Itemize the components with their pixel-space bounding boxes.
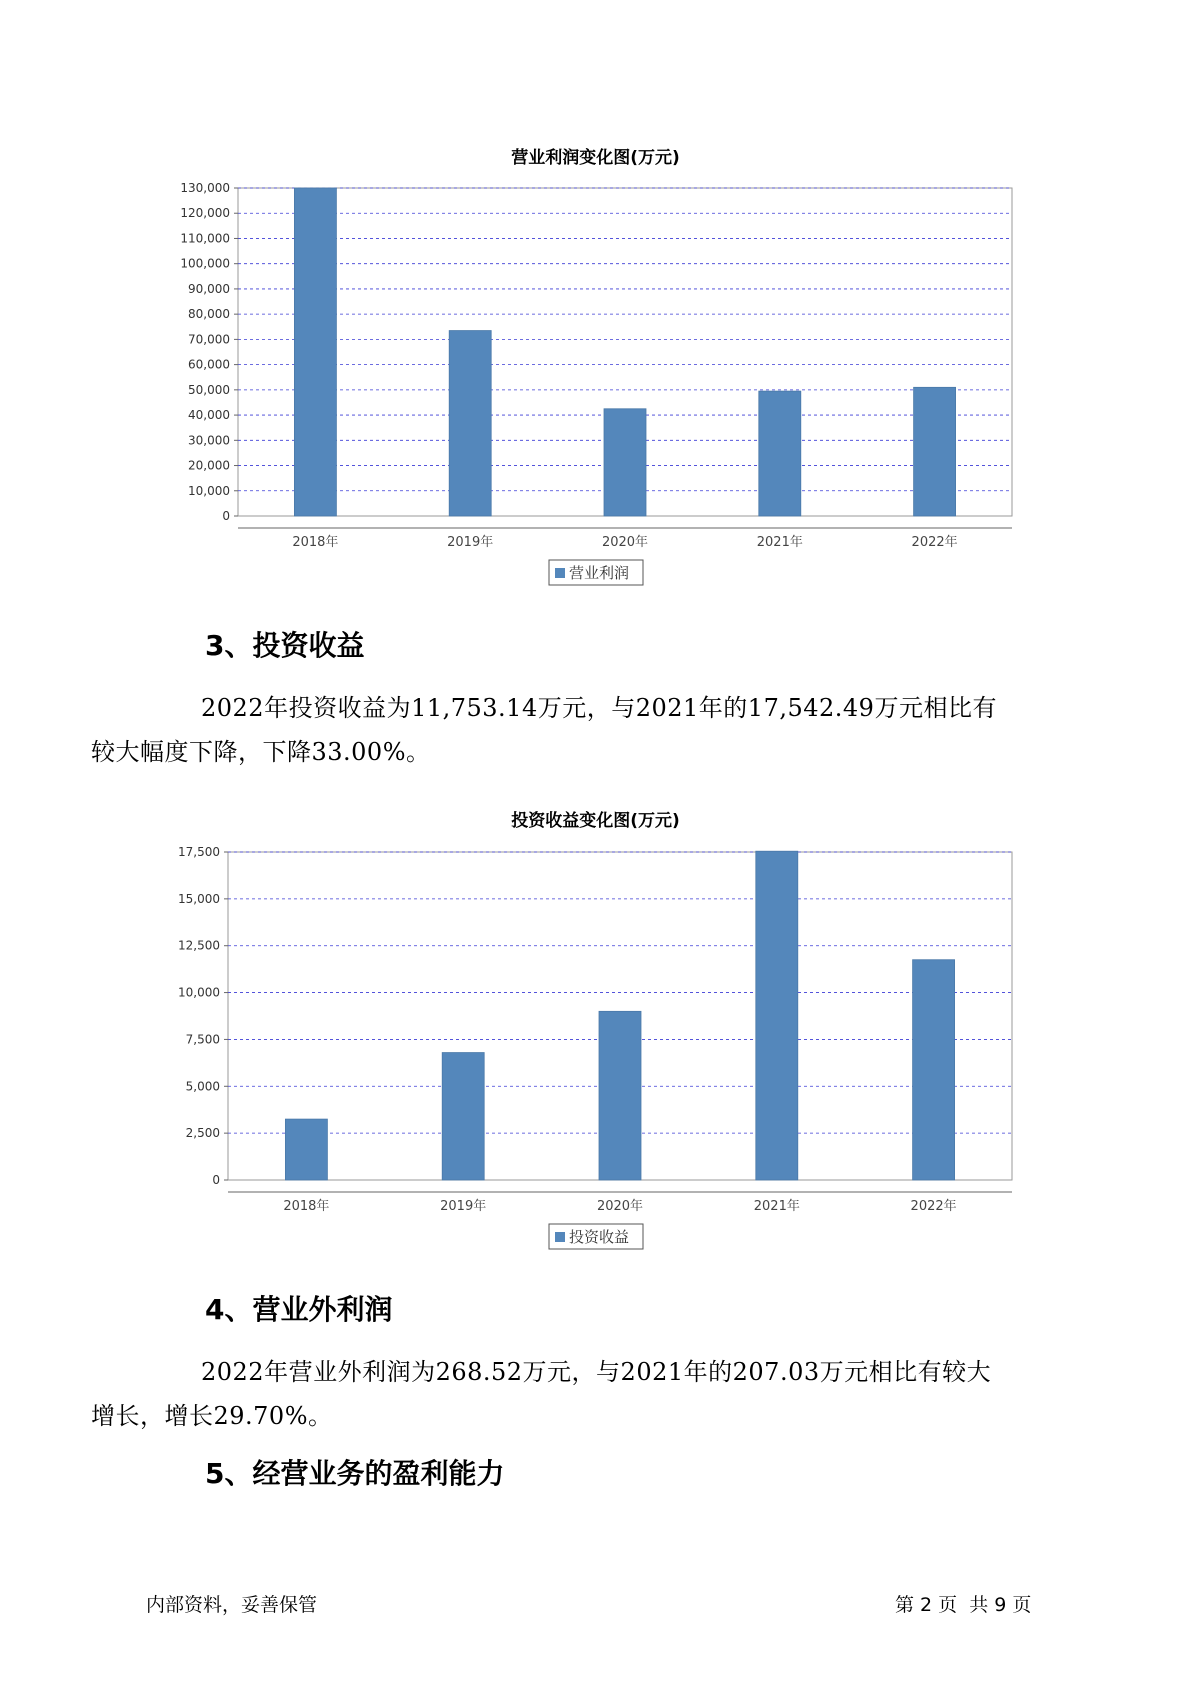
chart1-xtick-label: 2018年 xyxy=(292,535,339,550)
chart2-bar xyxy=(599,1011,641,1180)
chart1-legend-label: 营业利润 xyxy=(569,564,630,582)
section-5-heading: 5、经营业务的盈利能力 xyxy=(205,1457,505,1490)
chart1-ytick-label: 120,000 xyxy=(180,206,230,221)
chart2-legend-swatch xyxy=(555,1232,565,1242)
chart2-ytick-label: 5,000 xyxy=(185,1079,220,1094)
chart1-xtick-label: 2022年 xyxy=(911,535,958,550)
chart1-ytick-label: 100,000 xyxy=(180,256,230,271)
chart2-ytick-label: 2,500 xyxy=(185,1126,220,1141)
section-4-paragraph xyxy=(91,1350,1046,1438)
chart2-xtick-label: 2020年 xyxy=(596,1199,644,1214)
chart2-xtick-label: 2018年 xyxy=(283,1199,330,1214)
section-4-heading: 4、营业外利润 xyxy=(205,1293,393,1326)
chart1-xtick-label: 2020年 xyxy=(601,535,649,550)
chart1-ytick-label: 20,000 xyxy=(188,458,230,473)
chart2-ytick-label: 17,500 xyxy=(178,845,220,859)
chart1-ytick-label: 60,000 xyxy=(188,357,230,372)
chart2-bar xyxy=(756,851,798,1180)
chart2-bar xyxy=(913,960,955,1180)
chart1-ytick-label: 0 xyxy=(222,509,230,523)
chart1-ytick-label: 80,000 xyxy=(188,307,230,322)
chart1-ytick-label: 70,000 xyxy=(188,332,230,347)
section-4-line-2: 增长，增长29.70%。 xyxy=(91,1402,333,1430)
chart2-xtick-label: 2022年 xyxy=(910,1199,957,1214)
section-4-line-1: 2022年营业外利润为268.52万元，与2021年的207.03万元相比有较大 xyxy=(201,1358,992,1386)
chart2-ytick-label: 0 xyxy=(212,1173,220,1187)
chart2-xtick-label: 2021年 xyxy=(753,1199,800,1214)
chart1-ytick-label: 130,000 xyxy=(180,181,230,195)
chart2-legend-label: 投资收益 xyxy=(569,1228,630,1246)
chart1-title: 营业利润变化图(万元) xyxy=(511,148,680,168)
chart1-ytick-label: 90,000 xyxy=(188,281,230,296)
chart1-xtick-label: 2019年 xyxy=(447,535,494,550)
chart1-ytick-label: 40,000 xyxy=(188,408,230,423)
chart2-ytick-label: 10,000 xyxy=(178,985,220,1000)
footer-note: 内部资料，妥善保管 xyxy=(146,1594,318,1616)
chart2-bar xyxy=(442,1053,484,1180)
chart1-ytick-label: 30,000 xyxy=(188,433,230,448)
chart1-ytick-label: 10,000 xyxy=(188,483,230,498)
chart1-xtick-label: 2021年 xyxy=(756,535,803,550)
chart2-title: 投资收益变化图(万元) xyxy=(511,811,680,831)
chart2-ytick-label: 7,500 xyxy=(185,1032,220,1047)
chart2-ytick-label: 12,500 xyxy=(178,938,220,953)
chart1-ytick-label: 110,000 xyxy=(180,231,230,246)
page-number: 第 2 页 共 9 页 xyxy=(895,1594,1032,1616)
chart2-xtick-label: 2019年 xyxy=(440,1199,487,1214)
chart1-ytick-label: 50,000 xyxy=(188,382,230,397)
section-3-heading: 3、投资收益 xyxy=(205,629,365,662)
section-3-line-2: 较大幅度下降，下降33.00%。 xyxy=(91,738,431,766)
section-3-line-1: 2022年投资收益为11,753.14万元，与2021年的17,542.49万元相比有 xyxy=(201,694,997,722)
chart2-bar xyxy=(285,1119,327,1180)
chart2-ytick-label: 15,000 xyxy=(178,891,220,906)
